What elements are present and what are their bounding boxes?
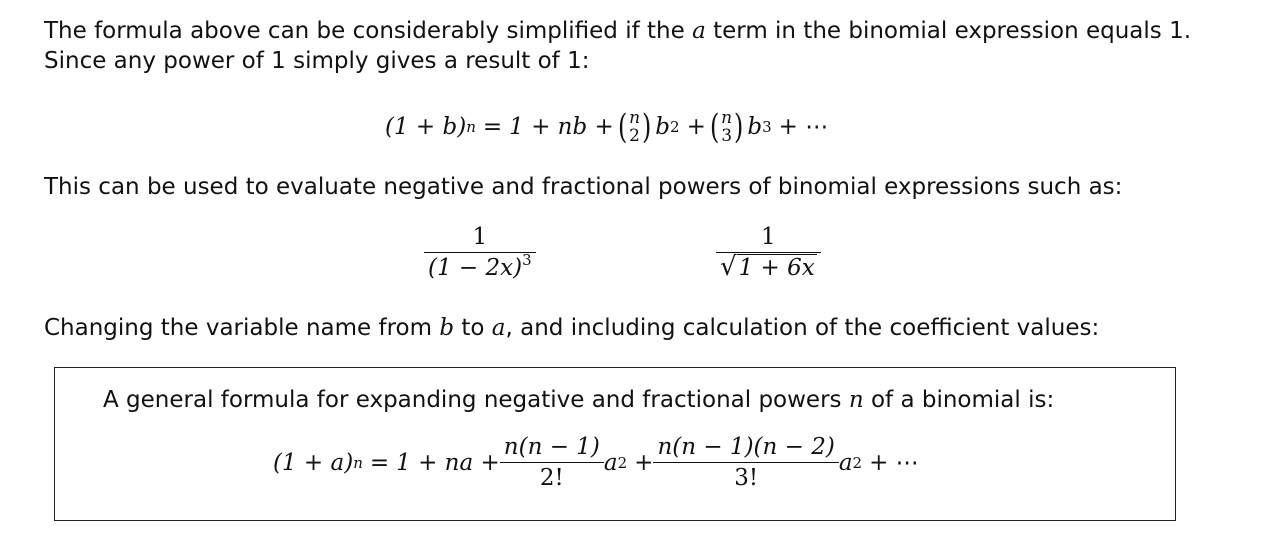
eq-equals: = [369, 449, 390, 476]
eq-term2: a [838, 449, 853, 476]
binom-top: n [721, 108, 733, 128]
eq-lhs: (1 + a) [273, 449, 354, 476]
fraction-numerator: 1 [472, 224, 488, 250]
radical-sign: √ [720, 252, 737, 282]
binomial-coefficient-n-3: ( n 3 ) [709, 107, 744, 147]
math-variable: a [491, 315, 506, 341]
text-segment: to [454, 315, 492, 341]
fraction-denominator: 3! [734, 465, 759, 491]
fraction [424, 222, 536, 283]
text-segment: of a binomial is: [863, 387, 1055, 413]
eq-plus: + [634, 449, 654, 476]
eq-term1: a [603, 449, 618, 476]
math-variable: a [692, 18, 706, 44]
text-segment: , and including calculation of the coefficient values: [505, 315, 1100, 341]
binom-bottom: 3 [721, 126, 733, 146]
eq-equals: = [482, 114, 503, 140]
coefficient-fraction-1 [500, 432, 604, 493]
eq-tail: + ⋯ [778, 114, 829, 140]
denominator-exponent: 3 [522, 251, 532, 269]
fraction-denominator [424, 253, 536, 283]
eq-term2: b [747, 114, 763, 140]
box-intro-text [103, 385, 1054, 415]
coefficient-fraction-2 [653, 432, 838, 493]
eq-tail: + ⋯ [869, 449, 919, 476]
text-segment: Changing the variable name from [44, 315, 440, 341]
binom-top: n [629, 108, 641, 128]
paragraph-variable-change [44, 313, 1099, 343]
math-variable: b [439, 315, 455, 341]
general-formula-box [54, 367, 1176, 521]
eq-term1: b [655, 114, 671, 140]
paragraph-intro [44, 16, 1191, 76]
text-segment: Since any power of 1 simply gives a result of 1: [44, 48, 590, 74]
paragraph-examples-intro: This can be used to evaluate negative and fractional powers of binomial expressions such as: [44, 174, 1123, 200]
general-binomial-equation: (1 + a) n = 1 + na + $\frac{n(n - 1)}{2!}$ a 2 + $\frac{n(n - 1)(n - 2)}{3!}$ a 2 + ⋯ [273, 434, 919, 491]
example-fraction-2 [716, 222, 821, 283]
text-segment: term in the binomial expression equals 1. [705, 18, 1192, 44]
binomial-equation-b: (1 + b) n = 1 + nb + ( n 2 ) b 2 + ( n 3 ) b 3 + ⋯ [385, 107, 829, 147]
text-segment: A general formula for expanding negative and fractional powers [103, 387, 849, 413]
fraction-numerator: 1 [761, 224, 776, 250]
eq-term0: 1 + na + [396, 449, 500, 476]
radicand: 1 + 6x [738, 255, 815, 281]
binomial-coefficient-n-2: ( n 2 ) [617, 107, 652, 147]
fraction-denominator [716, 253, 821, 283]
binom-bottom: 2 [629, 126, 640, 146]
eq-lhs: (1 + b) [385, 114, 467, 140]
text-segment: The formula above can be considerably simplified if the [44, 18, 693, 44]
math-variable: n [848, 387, 864, 413]
eq-term0: 1 + nb + [509, 114, 614, 140]
example-fraction-1 [424, 222, 536, 283]
fraction [716, 222, 821, 283]
eq-plus: + [686, 114, 706, 140]
denominator-text: (1 − 2x) [428, 255, 523, 281]
fraction-numerator: n(n − 1) [503, 434, 600, 460]
fraction-denominator: 2! [539, 465, 564, 491]
square-root [720, 253, 817, 281]
fraction-numerator: n(n − 1)(n − 2) [657, 434, 835, 460]
